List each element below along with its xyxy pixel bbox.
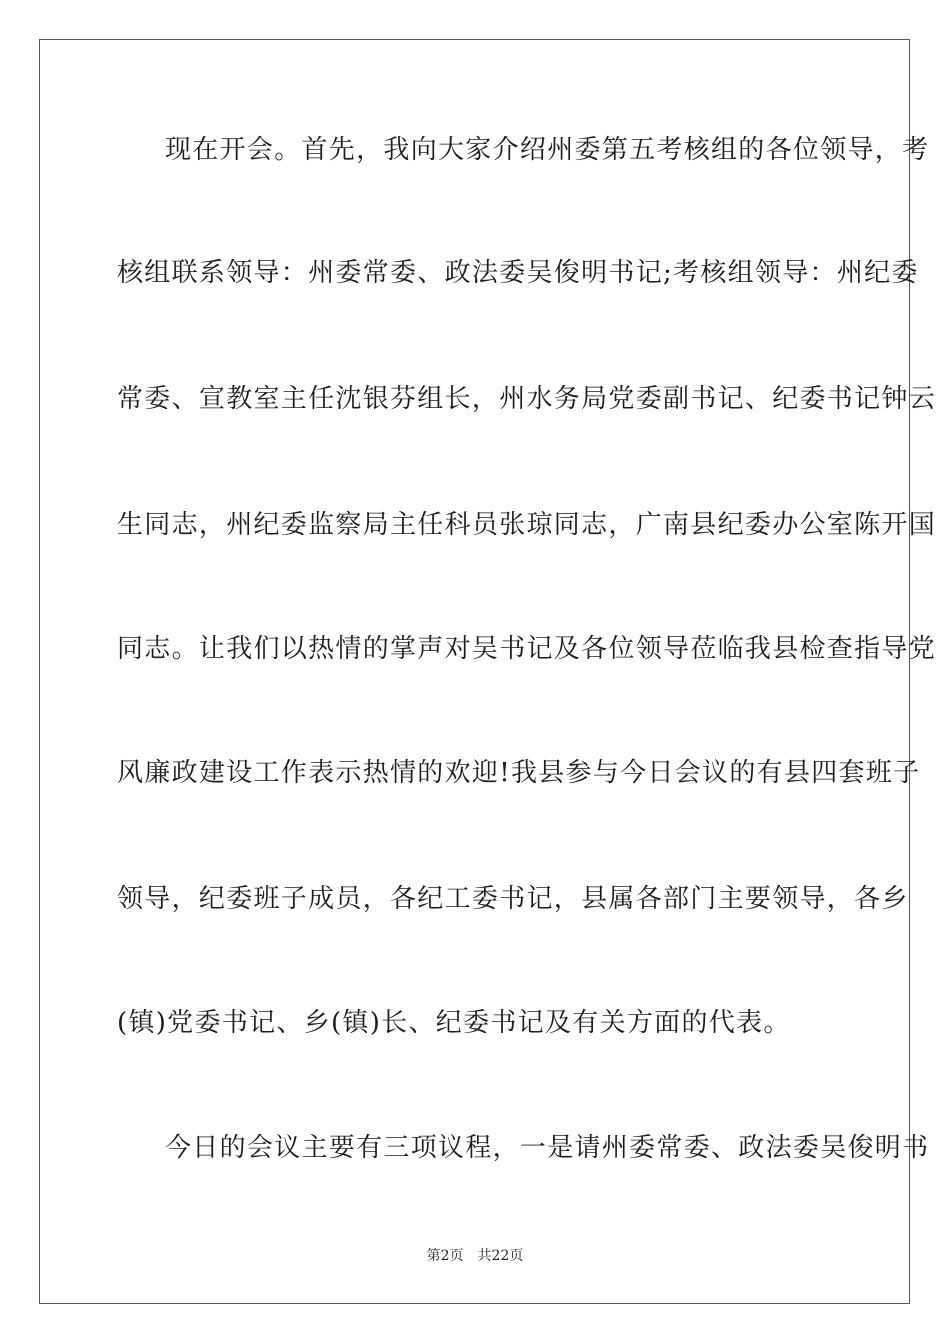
paragraph-1-line-5: 同志。让我们以热情的掌声对吴书记及各位领导莅临我县检查指导党	[117, 634, 937, 664]
page-number: 第2页	[426, 1248, 464, 1264]
total-pages: 共22页	[477, 1248, 524, 1264]
page-border	[39, 39, 937, 1304]
paragraph-1-line-7: 领导，纪委班子成员，各纪工委书记，县属各部门主要领导，各乡	[117, 884, 909, 914]
paragraph-1-line-2: 核组联系领导：州委常委、政法委吴俊明书记;考核组领导：州纪委	[117, 258, 919, 288]
page-footer	[0, 1247, 950, 1265]
paragraph-1-line-4: 生同志，州纪委监察局主任科员张琼同志，广南县纪委办公室陈开国	[117, 510, 937, 540]
paragraph-1-line-6: 风廉政建设工作表示热情的欢迎!我县参与今日会议的有县四套班子	[117, 758, 921, 788]
paragraph-1-line-3: 常委、宣教室主任沈银芬组长，州水务局党委副书记、纪委书记钟云	[117, 384, 937, 414]
paragraph-2-line-1: 今日的会议主要有三项议程，一是请州委常委、政法委吴俊明书	[165, 1133, 930, 1163]
paragraph-1-line-1: 现在开会。首先，我向大家介绍州委第五考核组的各位领导，考	[165, 135, 930, 165]
paragraph-1-line-8: (镇)党委书记、乡(镇)长、纪委书记及有关方面的代表。	[117, 1008, 791, 1038]
